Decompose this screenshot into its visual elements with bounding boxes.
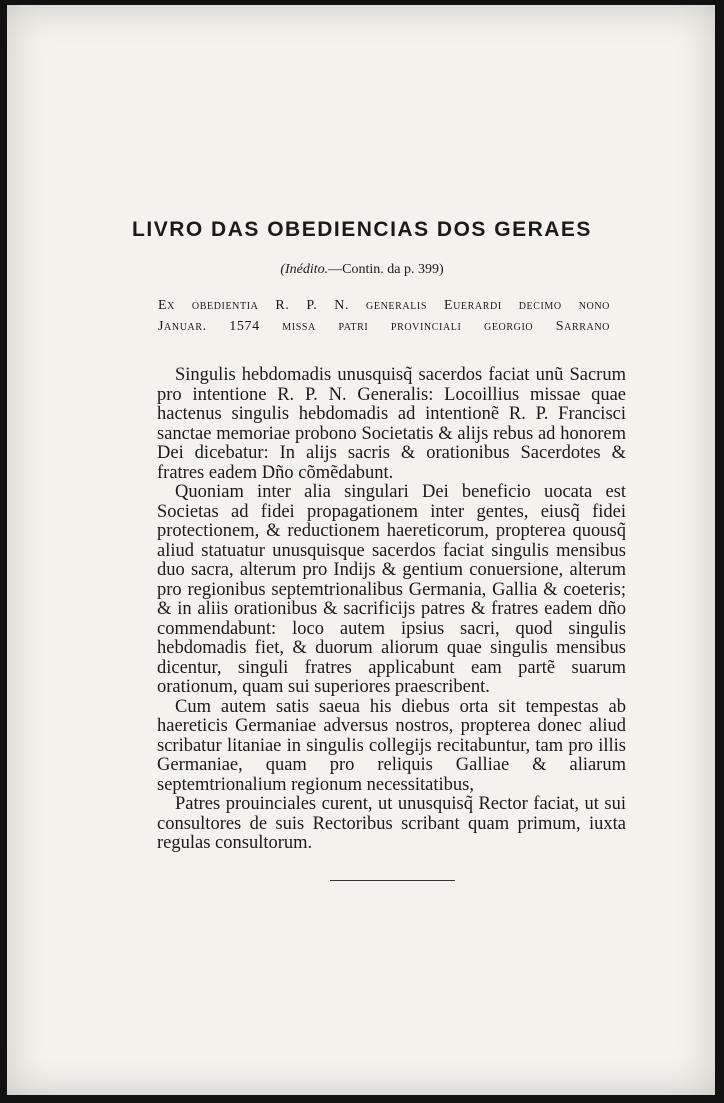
- header-line-2: Januar. 1574 missa patri provinciali georgio Sarrano: [158, 319, 610, 334]
- subtitle: [0, 262, 724, 278]
- body-text: [157, 366, 626, 854]
- page-title: LIVRO DAS OBEDIENCIAS DOS GERAES: [132, 218, 592, 241]
- paragraph-2: Quoniam inter alia singulari Dei beneficio uocata est Societas ad fidei propagationem inter gentes, eiusq̃ fidei protectionem, & reductionem haereticorum, propterea quousq̃ aliud statuatur unusquisque sacerdos faciat singulis mensibus duo sacra, alterum pro Indijs & gentium conuersione, alterum pro regionibus septemtrionalibus Germania, Gallia & coeteris; & in aliis orationibus & sacrificijs patres & fratres eadem dño commendabunt: loco autem ipsius sacri, quod singulis hebdomadis fiet, & duorum aliorum quae singulis mensibus dicentur, singuli fratres applicabunt eam partẽ suarum orationum, quam sui superiores praescribent.: [157, 482, 626, 697]
- subtitle-italic: (Inédito.: [280, 262, 329, 277]
- header-line-1: Ex obedientia R. P. N. generalis Euerardi decimo nono: [158, 298, 610, 313]
- paragraph-1: Singulis hebdomadis unusquisq̃ sacerdos faciat unũ Sacrum pro intentione R. P. N. Generalis: Locoillius missae quae hactenus singulis hebdomadis ad intentionẽ R. P. Francisci sanctae memoriae probono Societatis & alijs rebus ad honorem Dei dicebatur: In alijs sacris & orationibus Sacerdotes & fratres eadem Dño cõmẽdabunt.: [157, 365, 626, 483]
- subtitle-rest: —Contin. da p. 399): [328, 262, 444, 277]
- paragraph-3: Cum autem satis saeua his diebus orta sit tempestas ab haereticis Germaniae adversus nostros, propterea donec aliud scribatur litaniae in singulis collegijs recitabuntur, tam pro illis Germaniae, quam pro reliquis Galliae & aliarum septemtrionalium regionum necessitatibus,: [157, 696, 626, 795]
- paragraph-4: Patres prouinciales curent, ut unusquisq̃ Rector faciat, ut sui consultores de suis Rectoribus scribant quam primum, iuxta regulas consultorum.: [157, 794, 626, 853]
- closing-rule: [330, 880, 455, 881]
